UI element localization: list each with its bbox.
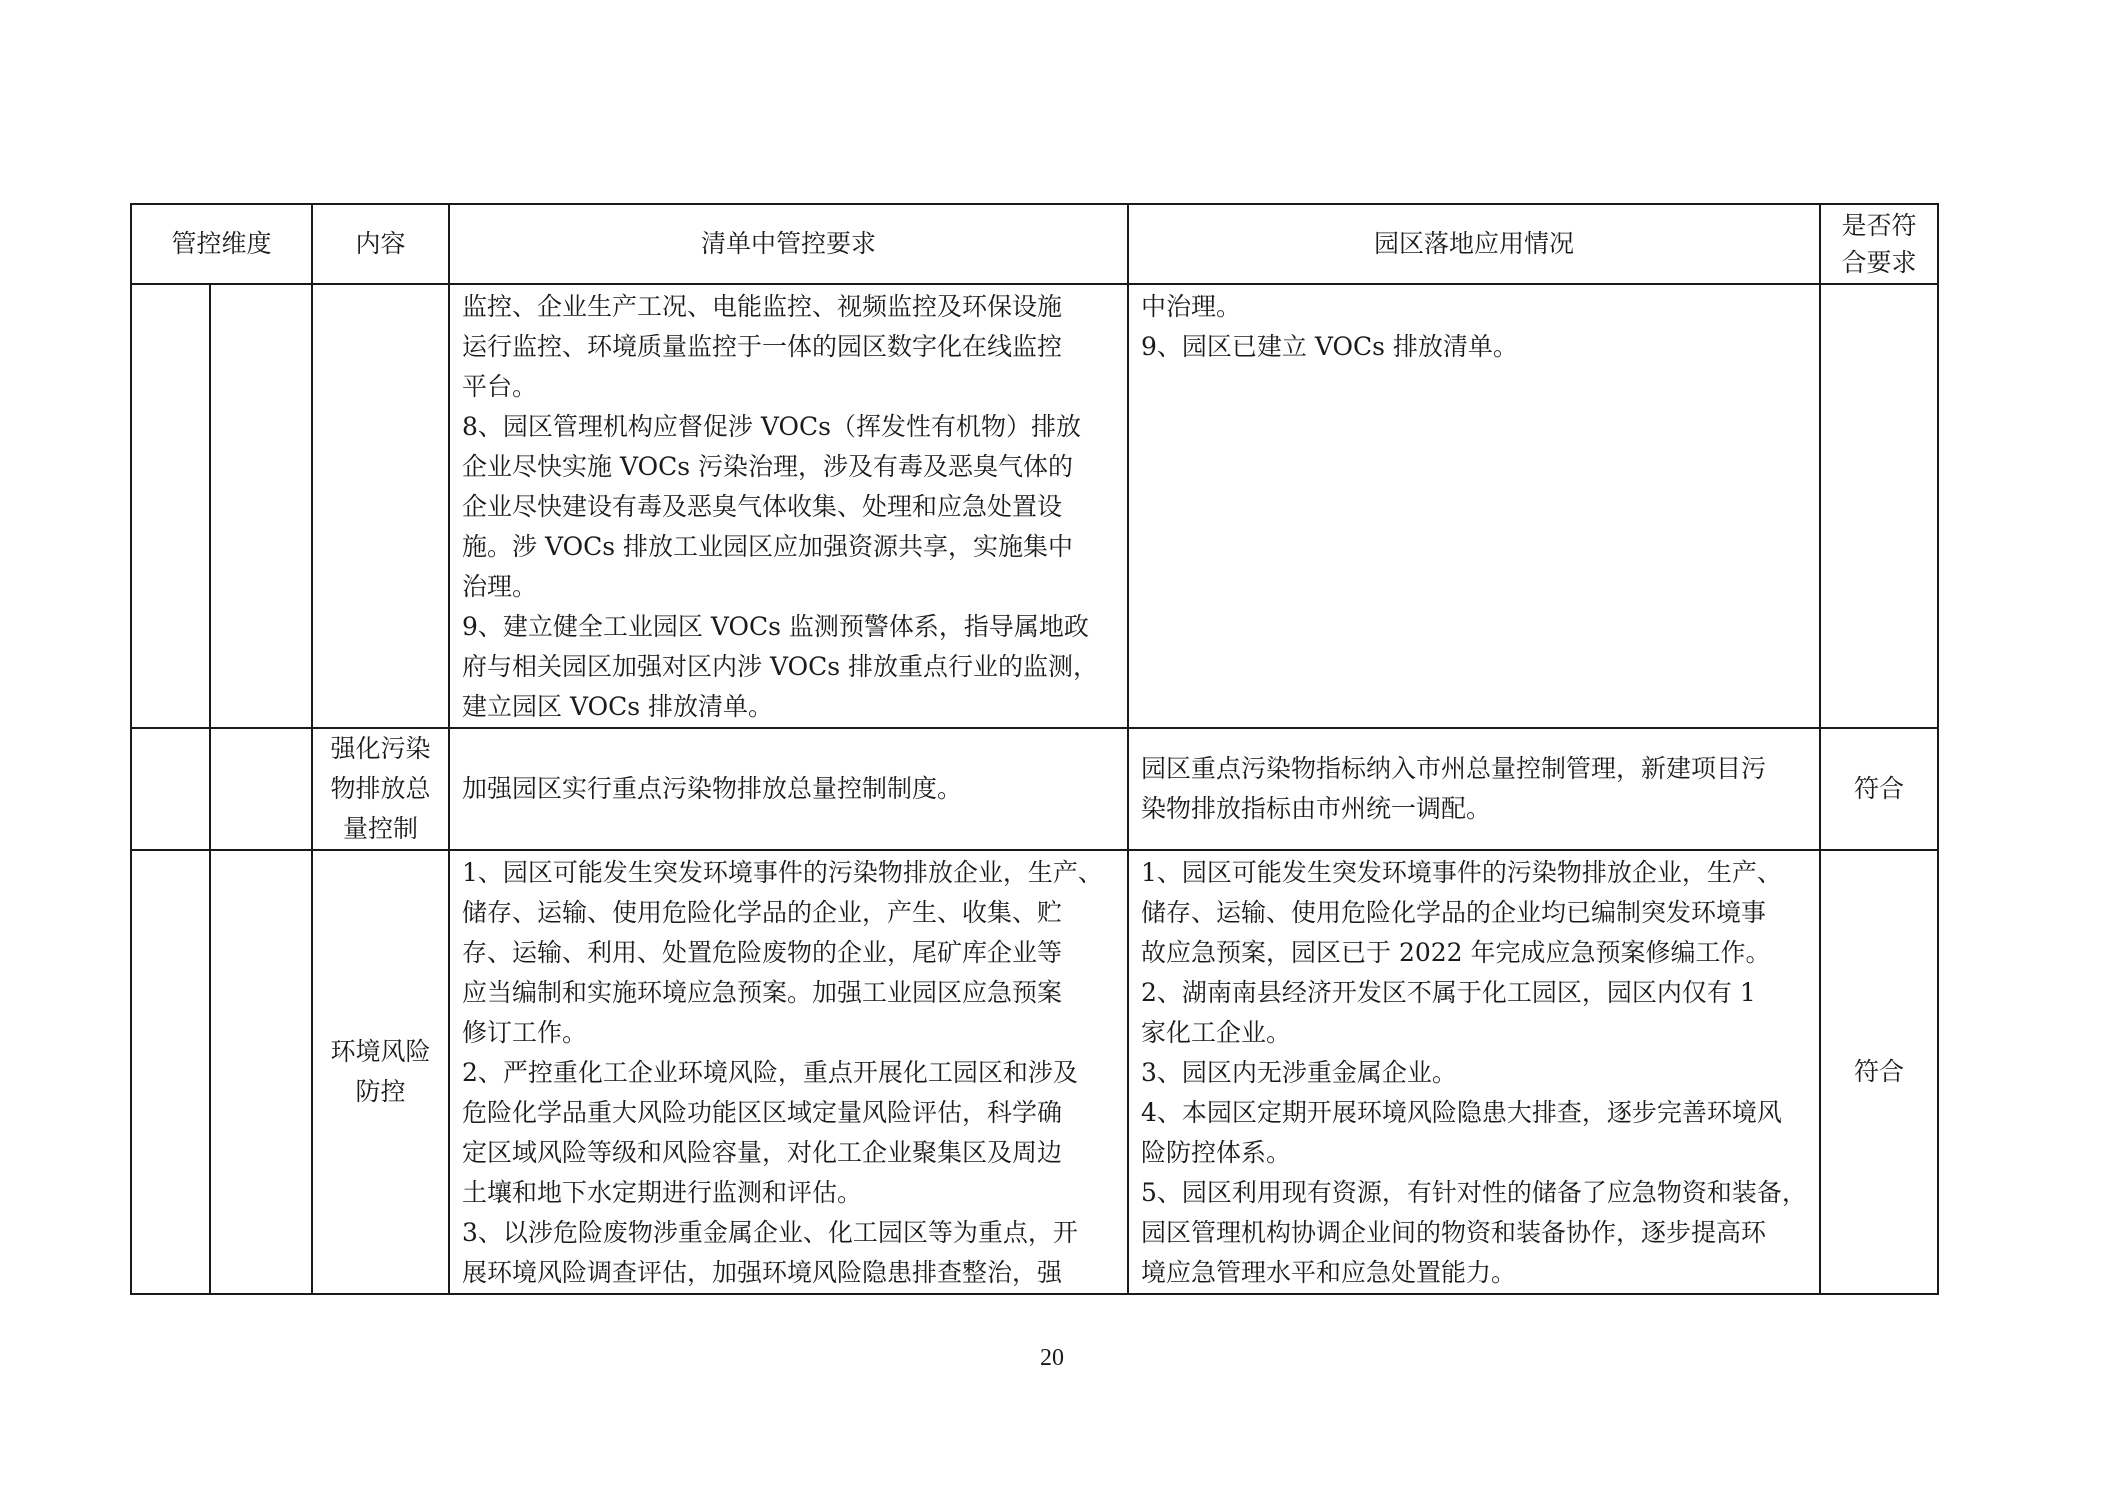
header-control-dimension: 管控维度 — [131, 204, 312, 284]
dimension-cell — [131, 728, 210, 850]
sub-dimension-cell — [210, 850, 312, 1294]
requirement-line: 府与相关园区加强对区内涉 VOCs 排放重点行业的监测， — [462, 652, 1098, 681]
application-line: 园区管理机构协调企业间的物资和装备协作，逐步提高环 — [1141, 1218, 1767, 1247]
content-line: 环境风险 — [330, 1037, 431, 1066]
content-cell — [312, 728, 449, 850]
application-line: 3、园区内无涉重金属企业。 — [1141, 1058, 1457, 1087]
requirement-line: 定区域风险等级和风险容量，对化工企业聚集区及周边 — [462, 1138, 1063, 1167]
content-line: 量控制 — [343, 814, 419, 843]
requirement-line: 平台。 — [462, 372, 538, 401]
header-list-requirements: 清单中管控要求 — [449, 204, 1128, 284]
header-compliance-line-1: 是否符 — [1841, 211, 1917, 240]
application-cell — [1128, 850, 1820, 1294]
requirement-line: 应当编制和实施环境应急预案。加强工业园区应急预案 — [462, 978, 1063, 1007]
requirement-line: 危险化学品重大风险功能区区域定量风险评估，科学确 — [462, 1098, 1063, 1127]
page-number: 20 — [1040, 1345, 1064, 1371]
application-cell — [1128, 284, 1820, 728]
requirement-line: 运行监控、环境质量监控于一体的园区数字化在线监控 — [462, 332, 1063, 361]
application-line: 染物排放指标由市州统一调配。 — [1141, 794, 1492, 823]
requirement-line: 建立园区 VOCs 排放清单。 — [462, 692, 773, 721]
requirement-line: 8、园区管理机构应督促涉 VOCs（挥发性有机物）排放 — [462, 412, 1081, 441]
header-compliance-line-2: 合要求 — [1841, 248, 1917, 277]
requirement-line: 施。涉 VOCs 排放工业园区应加强资源共享，实施集中 — [462, 532, 1073, 561]
requirement-line: 储存、运输、使用危险化学品的企业，产生、收集、贮 — [462, 898, 1063, 927]
application-line: 故应急预案，园区已于 2022 年完成应急预案修编工作。 — [1141, 938, 1771, 967]
content-line: 防控 — [355, 1077, 406, 1106]
sub-dimension-cell — [210, 284, 312, 728]
requirement-line: 9、建立健全工业园区 VOCs 监测预警体系，指导属地政 — [462, 612, 1089, 641]
requirement-line: 修订工作。 — [462, 1018, 588, 1047]
dimension-cell — [131, 850, 210, 1294]
requirement-line: 展环境风险调查评估，加强环境风险隐患排查整治，强 — [462, 1258, 1063, 1287]
sub-dimension-cell — [210, 728, 312, 850]
application-line: 5、园区利用现有资源，有针对性的储备了应急物资和装备， — [1141, 1178, 1807, 1207]
requirement-line: 企业尽快建设有毒及恶臭气体收集、处理和应急处置设 — [462, 492, 1063, 521]
content-cell — [312, 850, 449, 1294]
requirement-line: 1、园区可能发生突发环境事件的污染物排放企业，生产、 — [462, 858, 1103, 887]
compliance-cell: 符合 — [1820, 728, 1938, 850]
compliance-cell — [1820, 284, 1938, 728]
table-row — [131, 850, 1938, 1294]
application-line: 9、园区已建立 VOCs 排放清单。 — [1141, 332, 1518, 361]
application-line: 2、湖南南县经济开发区不属于化工园区，园区内仅有 1 — [1141, 978, 1756, 1007]
requirement-cell — [449, 850, 1128, 1294]
application-line: 险防控体系。 — [1141, 1138, 1292, 1167]
requirement-line: 加强园区实行重点污染物排放总量控制制度。 — [462, 774, 963, 803]
requirement-line: 企业尽快实施 VOCs 污染治理，涉及有毒及恶臭气体的 — [462, 452, 1073, 481]
table-row — [131, 728, 1938, 850]
header-park-application: 园区落地应用情况 — [1128, 204, 1820, 284]
application-line: 1、园区可能发生突发环境事件的污染物排放企业，生产、 — [1141, 858, 1782, 887]
requirement-cell — [449, 284, 1128, 728]
application-line: 储存、运输、使用危险化学品的企业均已编制突发环境事 — [1141, 898, 1767, 927]
content-line: 强化污染 — [330, 734, 431, 763]
requirement-line: 治理。 — [462, 572, 538, 601]
table-row — [131, 284, 1938, 728]
requirement-line: 2、严控重化工企业环境风险，重点开展化工园区和涉及 — [462, 1058, 1078, 1087]
application-line: 家化工企业。 — [1141, 1018, 1292, 1047]
application-line: 4、本园区定期开展环境风险隐患大排查，逐步完善环境风 — [1141, 1098, 1782, 1127]
content-cell — [312, 284, 449, 728]
requirement-line: 监控、企业生产工况、电能监控、视频监控及环保设施 — [462, 292, 1063, 321]
compliance-cell: 符合 — [1820, 850, 1938, 1294]
dimension-cell — [131, 284, 210, 728]
application-line: 园区重点污染物指标纳入市州总量控制管理，新建项目污 — [1141, 754, 1767, 783]
table-header-row — [131, 204, 1938, 284]
requirement-line: 3、以涉危险废物涉重金属企业、化工园区等为重点，开 — [462, 1218, 1078, 1247]
application-line: 中治理。 — [1141, 292, 1242, 321]
application-line: 境应急管理水平和应急处置能力。 — [1141, 1258, 1517, 1287]
content-line: 物排放总 — [330, 774, 431, 803]
requirement-line: 存、运输、利用、处置危险废物的企业，尾矿库企业等 — [462, 938, 1063, 967]
control-requirements-table — [130, 203, 1939, 1295]
requirement-line: 土壤和地下水定期进行监测和评估。 — [462, 1178, 863, 1207]
header-content: 内容 — [312, 204, 449, 284]
application-cell — [1128, 728, 1820, 850]
header-compliance — [1820, 204, 1938, 284]
requirement-cell — [449, 728, 1128, 850]
